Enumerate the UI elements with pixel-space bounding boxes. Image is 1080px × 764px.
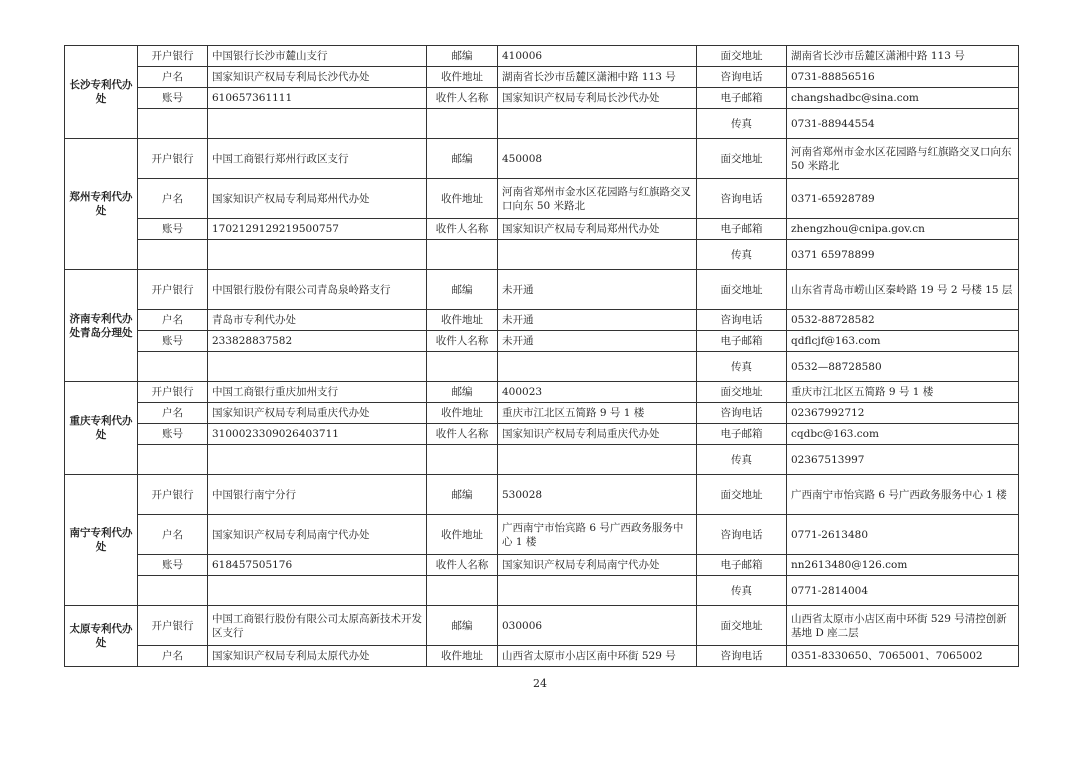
field-value: 湖南省长沙市岳麓区潇湘中路 113 号 <box>498 67 697 88</box>
table-row <box>65 382 1019 403</box>
table-row <box>65 576 1019 606</box>
field-value: 重庆市江北区五简路 9 号 1 楼 <box>787 382 1019 403</box>
field-label <box>427 109 498 139</box>
field-value: 450008 <box>498 139 697 179</box>
field-label: 收件地址 <box>427 646 498 667</box>
field-label: 咨询电话 <box>697 646 787 667</box>
field-value: 山西省太原市小店区南中环街 529 号清控创新基地 D 座二层 <box>787 606 1019 646</box>
field-label: 传真 <box>697 109 787 139</box>
table-row <box>65 67 1019 88</box>
field-value <box>498 352 697 382</box>
field-label: 开户银行 <box>138 382 208 403</box>
office-name-cell: 重庆专利代办处 <box>65 382 138 475</box>
field-value: 未开通 <box>498 310 697 331</box>
table-row <box>65 109 1019 139</box>
field-value <box>208 240 427 270</box>
field-label: 账号 <box>138 331 208 352</box>
table-row <box>65 179 1019 219</box>
field-value: 河南省郑州市金水区花园路与红旗路交叉口向东 50 米路北 <box>787 139 1019 179</box>
table-row <box>65 424 1019 445</box>
field-label: 咨询电话 <box>697 403 787 424</box>
office-name-cell: 郑州专利代办处 <box>65 139 138 270</box>
field-label: 收件地址 <box>427 515 498 555</box>
field-value: 河南省郑州市金水区花园路与红旗路交叉口向东 50 米路北 <box>498 179 697 219</box>
field-value <box>498 576 697 606</box>
office-name-cell: 济南专利代办处青岛分理处 <box>65 270 138 382</box>
field-label <box>427 445 498 475</box>
field-label: 面交地址 <box>697 475 787 515</box>
field-label: 咨询电话 <box>697 67 787 88</box>
field-label: 邮编 <box>427 606 498 646</box>
field-value <box>208 352 427 382</box>
office-name-cell: 太原专利代办处 <box>65 606 138 667</box>
field-label: 收件地址 <box>427 310 498 331</box>
field-label: 开户银行 <box>138 270 208 310</box>
field-label: 面交地址 <box>697 382 787 403</box>
field-value: zhengzhou@cnipa.gov.cn <box>787 219 1019 240</box>
field-label: 账号 <box>138 219 208 240</box>
field-value: 国家知识产权局专利局太原代办处 <box>208 646 427 667</box>
field-label: 邮编 <box>427 382 498 403</box>
field-value: 山西省太原市小店区南中环街 529 号 <box>498 646 697 667</box>
field-value: 0731-88856516 <box>787 67 1019 88</box>
table-row <box>65 352 1019 382</box>
field-value: 1702129129219500757 <box>208 219 427 240</box>
field-label <box>138 109 208 139</box>
field-label: 收件地址 <box>427 179 498 219</box>
field-value: 国家知识产权局专利局南宁代办处 <box>208 515 427 555</box>
field-value: 国家知识产权局专利局重庆代办处 <box>208 403 427 424</box>
field-value: cqdbc@163.com <box>787 424 1019 445</box>
field-value: 02367513997 <box>787 445 1019 475</box>
field-label: 户名 <box>138 646 208 667</box>
field-value: 国家知识产权局专利局长沙代办处 <box>498 88 697 109</box>
field-value: 233828837582 <box>208 331 427 352</box>
field-label: 电子邮箱 <box>697 424 787 445</box>
table-row <box>65 139 1019 179</box>
field-value: changshadbc@sina.com <box>787 88 1019 109</box>
table-row <box>65 445 1019 475</box>
field-value <box>208 445 427 475</box>
field-value: 未开通 <box>498 270 697 310</box>
field-label: 户名 <box>138 179 208 219</box>
field-value <box>208 109 427 139</box>
field-value: 0771-2814004 <box>787 576 1019 606</box>
field-label <box>427 240 498 270</box>
field-label: 面交地址 <box>697 606 787 646</box>
field-label <box>138 445 208 475</box>
field-value: 中国工商银行郑州行政区支行 <box>208 139 427 179</box>
table-row <box>65 606 1019 646</box>
table-row <box>65 270 1019 310</box>
field-value: qdflcjf@163.com <box>787 331 1019 352</box>
field-label <box>138 576 208 606</box>
field-label: 户名 <box>138 515 208 555</box>
field-label: 账号 <box>138 555 208 576</box>
field-label: 户名 <box>138 67 208 88</box>
field-value: 国家知识产权局专利局重庆代办处 <box>498 424 697 445</box>
field-value: 3100023309026403711 <box>208 424 427 445</box>
table-row <box>65 475 1019 515</box>
field-label: 开户银行 <box>138 46 208 67</box>
field-value: 中国工商银行重庆加州支行 <box>208 382 427 403</box>
field-value: 0351-8330650、7065001、7065002 <box>787 646 1019 667</box>
field-value <box>498 109 697 139</box>
field-value: 重庆市江北区五简路 9 号 1 楼 <box>498 403 697 424</box>
field-value: 中国工商银行股份有限公司太原高新技术开发区支行 <box>208 606 427 646</box>
field-value: 02367992712 <box>787 403 1019 424</box>
field-value: 400023 <box>498 382 697 403</box>
field-label: 传真 <box>697 352 787 382</box>
field-value: 0532-88728582 <box>787 310 1019 331</box>
field-label: 电子邮箱 <box>697 555 787 576</box>
field-label: 收件地址 <box>427 403 498 424</box>
office-contact-table <box>64 45 1019 667</box>
field-label: 收件人名称 <box>427 424 498 445</box>
field-label: 咨询电话 <box>697 310 787 331</box>
field-value: 0731-88944554 <box>787 109 1019 139</box>
field-label: 面交地址 <box>697 270 787 310</box>
field-label: 传真 <box>697 576 787 606</box>
field-label <box>427 352 498 382</box>
field-label: 收件人名称 <box>427 88 498 109</box>
office-name-cell: 南宁专利代办处 <box>65 475 138 606</box>
table-row <box>65 555 1019 576</box>
field-label: 面交地址 <box>697 139 787 179</box>
field-value: 国家知识产权局专利局郑州代办处 <box>208 179 427 219</box>
field-label: 户名 <box>138 310 208 331</box>
field-label: 收件人名称 <box>427 219 498 240</box>
field-value: 国家知识产权局专利局郑州代办处 <box>498 219 697 240</box>
field-label <box>138 240 208 270</box>
field-label: 账号 <box>138 88 208 109</box>
table-row <box>65 403 1019 424</box>
field-value: 0771-2613480 <box>787 515 1019 555</box>
field-value: 青岛市专利代办处 <box>208 310 427 331</box>
table-row <box>65 331 1019 352</box>
field-value <box>498 240 697 270</box>
field-label: 邮编 <box>427 475 498 515</box>
table-row <box>65 219 1019 240</box>
field-value: 中国银行股份有限公司青岛泉岭路支行 <box>208 270 427 310</box>
field-value: 030006 <box>498 606 697 646</box>
field-label: 开户银行 <box>138 475 208 515</box>
field-value: 未开通 <box>498 331 697 352</box>
field-label: 传真 <box>697 240 787 270</box>
field-value: 中国银行南宁分行 <box>208 475 427 515</box>
field-label: 传真 <box>697 445 787 475</box>
field-label: 户名 <box>138 403 208 424</box>
field-label <box>427 576 498 606</box>
field-value: 0371-65928789 <box>787 179 1019 219</box>
field-value: 广西南宁市怡宾路 6 号广西政务服务中心 1 楼 <box>787 475 1019 515</box>
field-label <box>138 352 208 382</box>
field-value: 国家知识产权局专利局长沙代办处 <box>208 67 427 88</box>
table-row <box>65 310 1019 331</box>
field-value: 湖南省长沙市岳麓区潇湘中路 113 号 <box>787 46 1019 67</box>
field-label: 电子邮箱 <box>697 219 787 240</box>
field-label: 电子邮箱 <box>697 331 787 352</box>
field-label: 电子邮箱 <box>697 88 787 109</box>
table-row <box>65 515 1019 555</box>
table-row <box>65 240 1019 270</box>
field-label: 开户银行 <box>138 606 208 646</box>
field-label: 收件人名称 <box>427 555 498 576</box>
field-value <box>208 576 427 606</box>
field-label: 咨询电话 <box>697 515 787 555</box>
field-value: 山东省青岛市崂山区秦岭路 19 号 2 号楼 15 层 <box>787 270 1019 310</box>
field-label: 面交地址 <box>697 46 787 67</box>
field-value: 530028 <box>498 475 697 515</box>
field-value: nn2613480@126.com <box>787 555 1019 576</box>
field-value: 618457505176 <box>208 555 427 576</box>
field-value <box>498 445 697 475</box>
field-label: 开户银行 <box>138 139 208 179</box>
field-label: 账号 <box>138 424 208 445</box>
field-value: 610657361111 <box>208 88 427 109</box>
field-value: 410006 <box>498 46 697 67</box>
field-value: 国家知识产权局专利局南宁代办处 <box>498 555 697 576</box>
table-row <box>65 46 1019 67</box>
field-value: 中国银行长沙市麓山支行 <box>208 46 427 67</box>
field-label: 收件人名称 <box>427 331 498 352</box>
field-label: 邮编 <box>427 270 498 310</box>
field-value: 0532—88728580 <box>787 352 1019 382</box>
field-label: 邮编 <box>427 139 498 179</box>
field-label: 咨询电话 <box>697 179 787 219</box>
field-label: 邮编 <box>427 46 498 67</box>
office-name-cell: 长沙专利代办处 <box>65 46 138 139</box>
table-row <box>65 88 1019 109</box>
field-value: 广西南宁市怡宾路 6 号广西政务服务中心 1 楼 <box>498 515 697 555</box>
table-row <box>65 646 1019 667</box>
page-number: 24 <box>533 677 547 690</box>
field-value: 0371 65978899 <box>787 240 1019 270</box>
field-label: 收件地址 <box>427 67 498 88</box>
